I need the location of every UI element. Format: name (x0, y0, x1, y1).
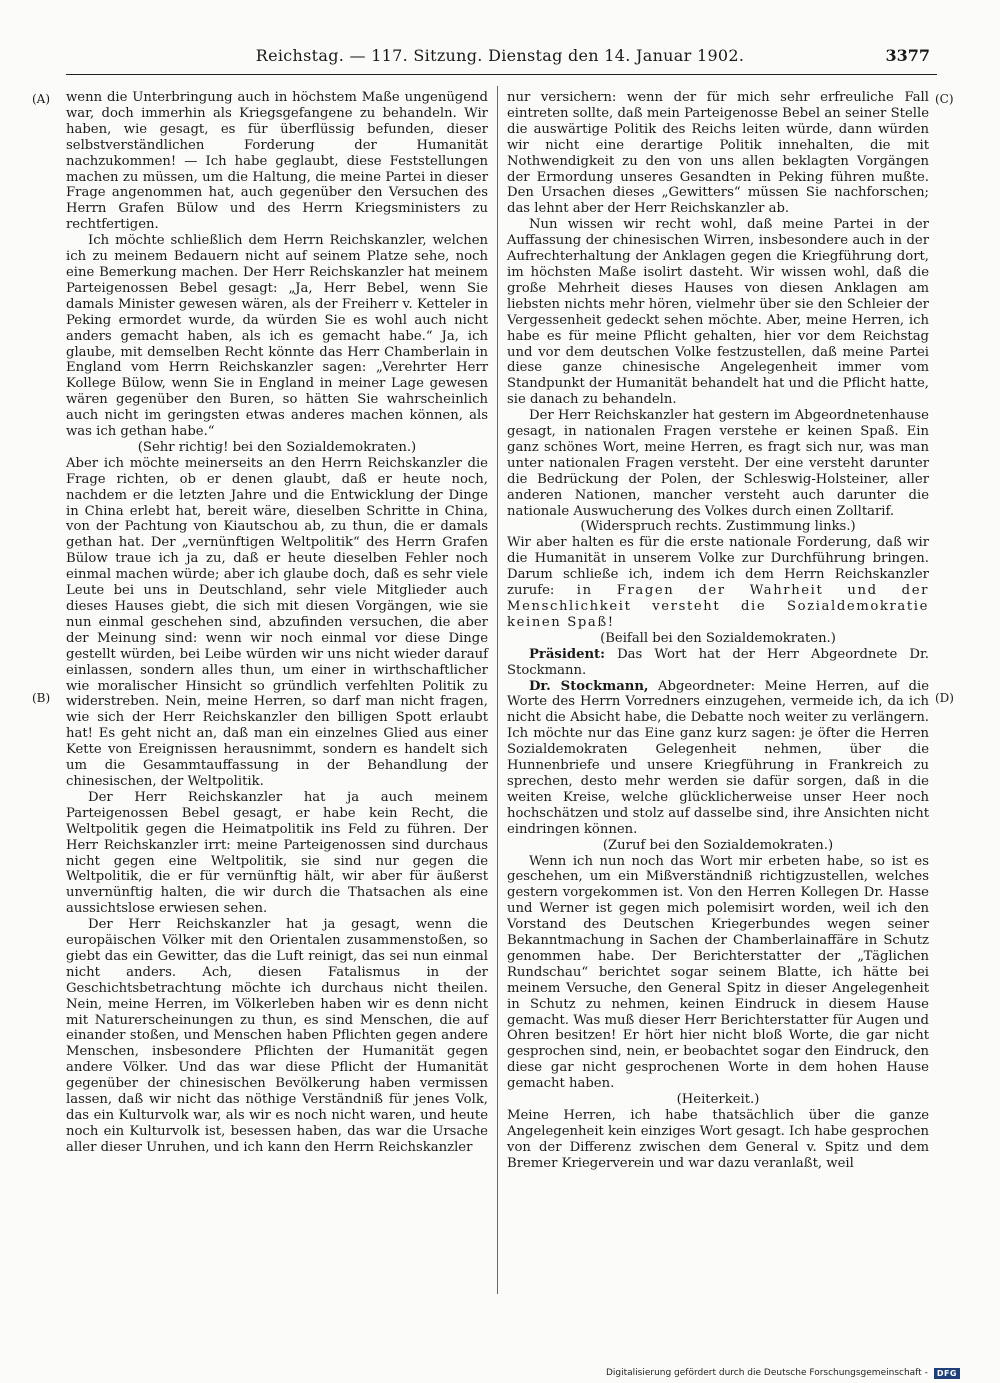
interjection: (Heiterkeit.) (676, 1092, 760, 1108)
left-column (66, 90, 488, 1156)
paragraph-text: Das Wort hat der Herr Abgeordnete Dr. Stockmann. (507, 646, 929, 678)
header-rule (66, 74, 937, 75)
margin-marker-d: (D) (935, 691, 954, 705)
paragraph-text: Wir aber halten es für die erste nationale Forderung, daß wir die Humanität in unserem Volke zur Durchführung bringen. Darum schließe ich, indem ich dem Herrn Reichskanzler zurufe: (507, 535, 929, 599)
paragraph (507, 679, 929, 838)
interjection: (Widerspruch rechts. Zustimmung links.) (580, 519, 856, 535)
right-column (507, 90, 929, 1172)
page-header (0, 40, 1000, 70)
paragraph: Der Herr Reichskanzler hat ja auch meinem Parteigenossen Bebel gesagt, er habe kein Recht, die Weltpolitik gegen die Heimatpolitik ins Feld zu führen. Der Herr Reichskanzler irrt: meine Parteigenossen sind durchaus nicht gegen eine Weltpolitik, sie sind nur gegen die Weltpolitik, die er für vernünftig hält, wir aber für äußerst unvernünftig halten, die wir durch die Thatsachen als eine aussichtslose erwiesen sehen. (66, 789, 488, 917)
paragraph: Meine Herren, ich habe thatsächlich über die ganze Angelegenheit kein einziges Wort gesagt. Ich habe gesprochen von der Differenz zwischen dem General v. Spitz und dem Bremer Kriegerverein und war dazu veranlaßt, weil (507, 1108, 929, 1171)
paragraph (507, 535, 929, 630)
paragraph: Ich möchte schließlich dem Herrn Reichskanzler, welchen ich zu meinem Bedauern nicht auf seinem Platze sehe, noch eine Bemerkung machen. Der Herr Reichskanzler hat meinem Parteigenossen Bebel gesagt: „Ja, Herr Bebel, wenn Sie damals Minister gewesen wären, als der Freiherr v. Ketteler in Peking ermordet wurde, da würden Sie es wohl auch nicht anders gemacht haben, als ich es gemacht habe.“ Ja, ich glaube, mit demselben Recht könnte das Herr Chamberlain in England vom Herrn Reichskanzler sagen: „Verehrter Herr Kollege Bülow, wenn Sie in England in meiner Lage gewesen wären gegenüber den Buren, so hätten Sie wahrscheinlich auch nicht im geringsten etwas anderes machen können, als was ich gethan habe.“ (66, 233, 488, 440)
interjection: (Zuruf bei den Sozialdemokraten.) (602, 837, 834, 853)
paragraph: nur versichern: wenn der für mich sehr erfreuliche Fall eintreten sollte, daß mein Parteigenosse Bebel an seiner Stelle die auswärtige Politik des Reichs leiten würde, dann würden wir nicht eine derartige Politik innehalten, die mit Nothwendigkeit zu den von uns allen beklagten Vorgängen der Ermordung unseres Gesandten in Peking führen mußte. Den Ursachen dieses „Gewitters“ müssen Sie nachforschen; das lehnt aber der Herr Reichskanzler ab. (507, 90, 929, 217)
footer (606, 1366, 960, 1380)
paragraph: Aber ich möchte meinerseits an den Herrn Reichskanzler die Frage richten, ob er denen glaubt, daß er heute noch, nachdem er die letzten Jahre und die Entwicklung der Dinge in China erlebt hat, bereit wäre, dieselben Schritte in China, von der Pachtung von Kiautschou ab, zu thun, die er damals gethan hat. Der „vernünftigen Weltpolitik“ des Herrn Grafen Bülow traue ich ja zu, daß er heute dieselben Fehler noch einmal machen würde; aber ich glaube doch, daß es sehr viele Leute bei uns in Deutschland, sehr viele Mitglieder auch dieses Hauses giebt, die sich mit diesen Vorgängen, wie sie nun einmal geschehen sind, abzufinden versuchen, die aber der Meinung sind: wenn wir noch einmal vor diese Dinge gestellt würden, bei Leibe würden wir uns nicht wieder darauf einlassen, sondern alles thun, um einer in wirthschaftlicher wie moralischer Hinsicht so gründlich verfehlten Politik zu widerstreben. Nein, meine Herren, so darf man nicht fragen, wie sich der Herr Reichskanzler den billigen Spott erlaubt hat! Es geht nicht an, daß man ein einzelnes Glied aus einer Kette von Ereignissen herausnimmt, sondern es handelt sich um die Gesammtauffassung in der Behandlung der chinesischen, der Weltpolitik. (66, 455, 488, 789)
paragraph: wenn die Unterbringung auch in höchstem Maße ungenügend war, doch immerhin als Kriegsgefangene zu behandeln. Wir haben, wie gesagt, es für überflüssig befunden, dieser selbstverständlichen Forderung der Humanität nachzukommen! — Ich habe geglaubt, diese Feststellungen machen zu müssen, um die Haltung, die meine Partei in dieser Frage angenommen hat, auch gegenüber den Versuchen des Herrn Grafen Bülow und des Herrn Kriegsministers zu rechtfertigen. (66, 90, 488, 233)
column-divider (497, 86, 498, 1294)
page-number: 3377 (885, 46, 930, 65)
paragraph (507, 647, 929, 679)
paragraph: Der Herr Reichskanzler hat gestern im Abgeordnetenhause gesagt, in nationalen Fragen verstehe er keinen Spaß. Ein ganz schönes Wort, meine Herren, es fragt sich nur, was man unter nationalen Fragen versteht. Der eine versteht darunter die Bedrückung der Polen, der Schleswig-Holsteiner, aller anderen Nationen, mancher versteht auch darunter die nationale Auswucherung des Volkes durch einen Zolltarif. (507, 408, 929, 519)
dfg-logo-icon: DFG (934, 1368, 960, 1379)
emphasized-text: in Fragen der Wahrheit und der Menschlichkeit versteht die Sozialdemokratie keinen Spaß! (507, 583, 929, 630)
running-title: Reichstag. — 117. Sitzung. Dienstag den 14. Januar 1902. (255, 46, 745, 65)
margin-marker-c: (C) (935, 92, 954, 106)
paragraph: Der Herr Reichskanzler hat ja gesagt, wenn die europäischen Völker mit den Orientalen zusammenstoßen, so giebt das ein Gewitter, das die Luft reinigt, das sei nun einmal nicht anders. Ach, diesen Fatalismus in der Geschichtsbetrachtung möchte ich durchaus nicht theilen. Nein, meine Herren, im Völkerleben haben wir es denn nicht mit Naturerscheinungen zu thun, es sind Menschen, die auf einander stoßen, und Menschen haben Pflichten gegen andere Menschen, insbesondere Pflichten der Humanität gegen andere Völker. Und das war diese Pflicht der Humanität gegenüber der chinesischen Bevölkerung haben vermissen lassen, daß wir nicht das nöthige Verständniß für jenes Volk, das ein Kulturvolk war, als wir es noch nicht waren, und heute noch ein Kulturvolk ist, besessen haben, das war die Ursache aller dieser Unruhen, und ich kann den Herrn Reichskanzler (66, 917, 488, 1155)
speaker-name: Präsident: (529, 646, 606, 662)
paragraph-text: Abgeordneter: Meine Herren, auf die Worte des Herrn Vorredners einzugehen, vermeide ich, da ich nicht die Absicht habe, die Debatte noch weiter zu verlängern. Ich möchte nur das Eine ganz kurz sagen: je öfter die Herren Sozialdemokraten Gelegenheit nehmen, über die Hunnenbriefe und unsere Kriegführung in Frankreich zu sprechen, desto mehr werden sie dafür sorgen, daß in die weiten Kreise, welche glücklicherweise unser Heer noch hochschätzen und stolz auf dasselbe sind, ihre Ansichten nicht eindringen können. (507, 678, 929, 837)
speaker-name: Dr. Stockmann, (529, 678, 649, 694)
interjection: (Beifall bei den Sozialdemokraten.) (600, 630, 836, 646)
paragraph: Wenn ich nun noch das Wort mir erbeten habe, so ist es geschehen, um ein Mißverständniß richtigzustellen, welches gestern vorgekommen ist. Von den Herren Kollegen Dr. Hasse und Werner ist gegen mich polemisirt worden, weil ich den Vorstand des Deutschen Kriegerbundes wegen seiner Bekanntmachung in Sachen der Chamberlainaffäre in Schutz genommen habe. Der Berichterstatter der „Täglichen Rundschau“ berichtet sogar seinem Blatte, ich hätte bei meinem Versuche, den General Spitz in dieser Angelegenheit in Schutz zu nehmen, keinen Eindruck in diesem Hause gemacht. Was muß dieser Herr Berichterstatter für Augen und Ohren besitzen! Er hört hier nicht bloß Worte, die gar nicht gesprochen sind, nein, er beobachtet sogar den Eindruck, den diese gar nicht gesprochenen Worte in dem hohen Hause gemacht haben. (507, 853, 929, 1092)
margin-marker-b: (B) (32, 691, 51, 705)
margin-marker-a: (A) (32, 92, 51, 106)
footer-credit: Digitalisierung gefördert durch die Deutsche Forschungsgemeinschaft - (605, 1368, 928, 1378)
paragraph: Nun wissen wir recht wohl, daß meine Partei in der Auffassung der chinesischen Wirren, insbesondere auch in der Aufrechterhaltung der Anklagen gegen die Kriegführung dort, im höchsten Maße isolirt dasteht. Wir wissen wohl, daß die große Mehrheit dieses Hauses von diesen Anklagen am liebsten nichts mehr hören, vielmehr über sie den Schleier der Vergessenheit gedeckt sehen möchte. Aber, meine Herren, ich habe es für meine Pflicht gehalten, hier vor dem Reichstag und vor dem deutschen Volke festzustellen, daß meine Partei diese ganze chinesische Angelegenheit immer vom Standpunkt der Humanität behandelt hat und die Pflicht hatte, sie danach zu behandeln. (507, 217, 929, 408)
interjection: (Sehr richtig! bei den Sozialdemokraten.) (137, 439, 417, 455)
